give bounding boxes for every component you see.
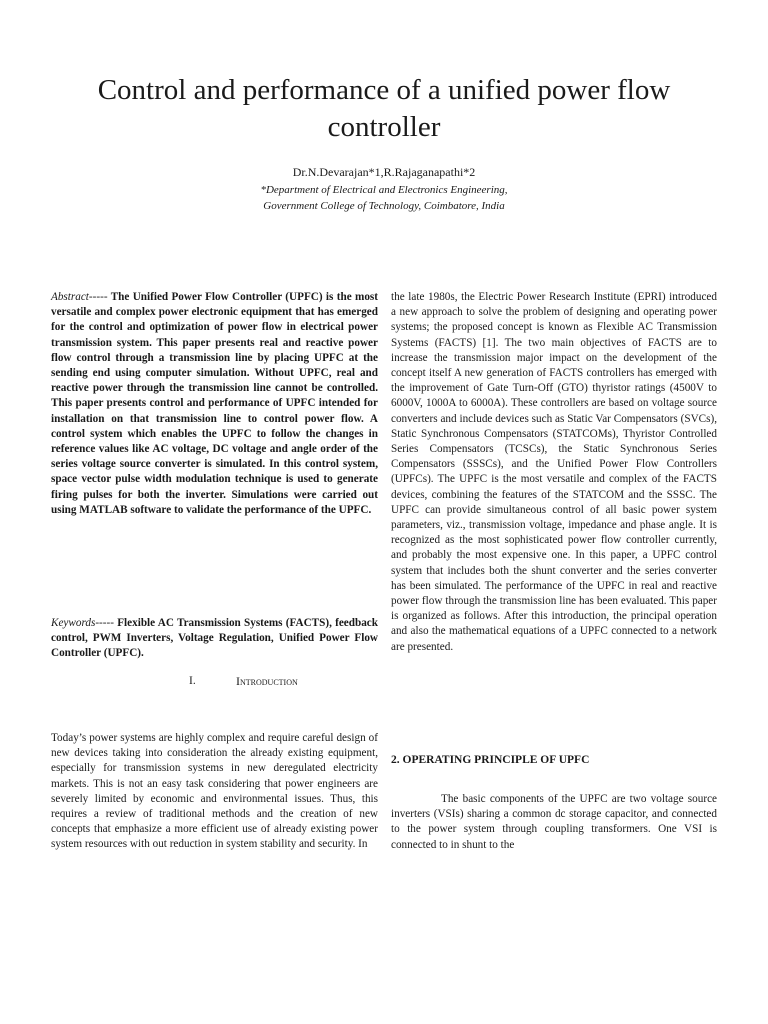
abstract-label: Abstract----- [51,291,108,303]
affiliation-line-1: *Department of Electrical and Electronics Engineering, [260,184,508,196]
abstract-text: The Unified Power Flow Controller (UPFC) is the most versatile and complex power electronic equipment that has emerged for the control and optimization of power flow in electrical power transmission system. This paper presents real and reactive power flow control through a transmission line by placing UPFC at the sending end using computer simulation. Without UPFC, real and reactive power through the transmission line cannot be controlled. This paper presents control and performance of UPFC intended for installation on that transmission line to control power flow. A control system which enables the UPFC to follow the changes in reference values like AC voltage, DC voltage and angle order of the series voltage source converter is simulated. In this control system, space vector pulse width modulation technique is used to generate firing pulses for both the inverter. Simulations were carried out using MATLAB software to validate the performance of the UPFC. [51,291,378,516]
section-heading-operating-principle: 2. OPERATING PRINCIPLE OF UPFC [391,754,590,766]
keywords-text: Flexible AC Transmission Systems (FACTS), feedback control, PWM Inverters, Voltage Regulation, Unified Power Flow Controller (UPFC). [51,617,378,660]
operating-principle-text [391,792,717,853]
affiliation-line-2: Government College of Technology, Coimbatore, India [263,200,505,212]
abstract [51,290,378,518]
operating-principle-paragraph: The basic components of the UPFC are two voltage source inverters (VSIs) sharing a common dc storage capacitor, and connected to the power system through coupling transformers. One VSI is connected to in shunt to the [391,793,717,851]
paper-affiliation [0,182,768,214]
introduction-paragraph: Today’s power systems are highly complex and require careful design of new devices taking into consideration the already existing equipment, especially for transmission systems in new deregulated electricity markets. This is not an easy task considering that power engineers are severely limited by economic and environmental issues. Thus, this requires a review of traditional methods and the creation of new concepts that emphasize a more efficient use of already existing power system resources with out reduction in system stability and security. In [51,732,378,851]
introduction-paragraph-continued: the late 1980s, the Electric Power Research Institute (EPRI) introduced a new approach to solve the problem of designing and operating power systems; the proposed concept is known as Flexible AC Transmission Systems (FACTS) [1]. The two main objectives of FACTS are to increase the transmission major impact on the development of the concept itself A new generation of FACTS controllers has emerged with the improvement of Gate Turn-Off (GTO) thyristor ratings (4500V to 6000V, 1000A to 6000A). These controllers are based on voltage source converters and include devices such as Static Var Compensators (SVCs), Static Synchronous Compensators (STATCOMs), Thyristor Controlled Series Compensators (TCSCs), the Static Synchronous Series Compensators (SSSCs), and the Unified Power Flow Controllers (UPFCs). The UPFC is the most versatile and complex of the FACTS devices, combining the features of the STATCOM and the SSSC. The UPFC can provide simultaneous control of all basic power system parameters, viz., transmission voltage, impedance and phase angle. It is recognized as the most sophisticated power flow controller currently, and probably the most expensive one. In this paper, a UPFC control system that includes both the shunt converter and the series converter has been simulated. The performance of the UPFC in real and reactive power flow through the transmission line has been evaluated. This paper is organized as follows. After this introduction, the principal operation and also the mathematical equations of a UPFC connected to a network are presented. [391,291,717,653]
section-title: Introduction [236,674,298,688]
keywords [51,616,378,662]
introduction-continued [391,290,717,655]
introduction-text [51,731,378,853]
paper-title: Control and performance of a unified power flow controller [97,74,671,143]
section-number: I. [189,675,196,687]
paper-authors: Dr.N.Devarajan*1,R.Rajaganapathi*2 [292,165,476,179]
keywords-label: Keywords----- [51,617,114,629]
